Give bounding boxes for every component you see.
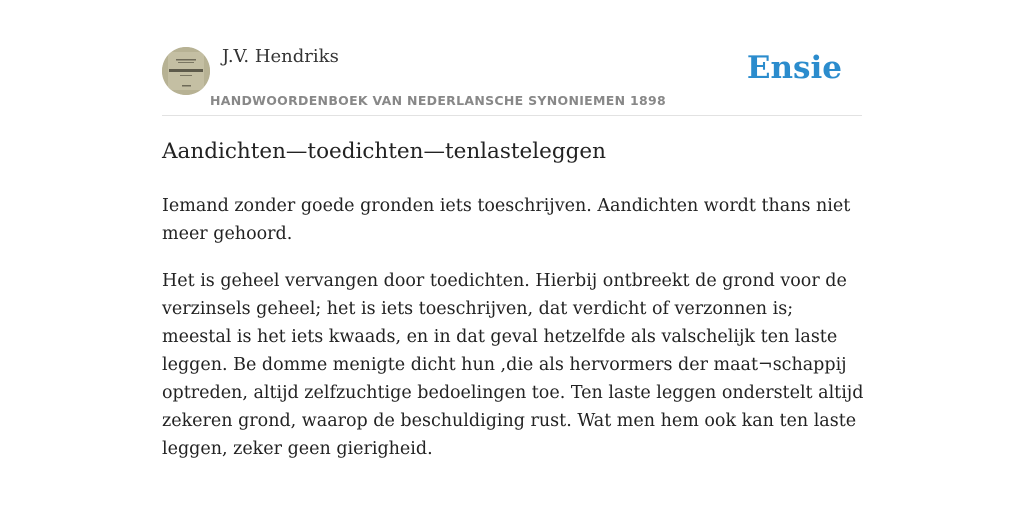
entry-paragraph: Het is geheel vervangen door toedichten. Hierbij ontbreekt de grond voor de verzinsels geheel; het is iets toeschrijven, dat verdicht of verzonnen is; meestal is het iets kwaads, en in dat geval hetzelfde als valschelijk ten laste leggen. Be domme menigte dicht hun ,die als hervormers der maat¬schappij optreden, altijd zelfzuchtige bedoelingen toe. Ten laste leggen onderstelt altijd zekeren grond, waarop de beschuldiging rust. Wat men hem ook kan ten laste leggen, zeker geen gierigheid.: [162, 271, 864, 459]
ensie-logo[interactable]: Ensie: [746, 50, 842, 86]
entry-paragraph: Iemand zonder goede gronden iets toeschrijven. Aandichten wordt thans niet meer gehoord.: [162, 196, 851, 244]
entry-body: [162, 192, 867, 482]
entry-title: Aandichten—toedichten—tenlasteleggen: [162, 139, 606, 164]
author-name[interactable]: J.V. Hendriks: [222, 46, 339, 67]
source-title[interactable]: HANDWOORDENBOEK VAN NEDERLANSCHE SYNONIEMEN 1898: [210, 93, 667, 108]
book-cover-icon: [162, 47, 210, 95]
header-divider: [162, 115, 862, 116]
book-cover-avatar[interactable]: [162, 47, 210, 95]
